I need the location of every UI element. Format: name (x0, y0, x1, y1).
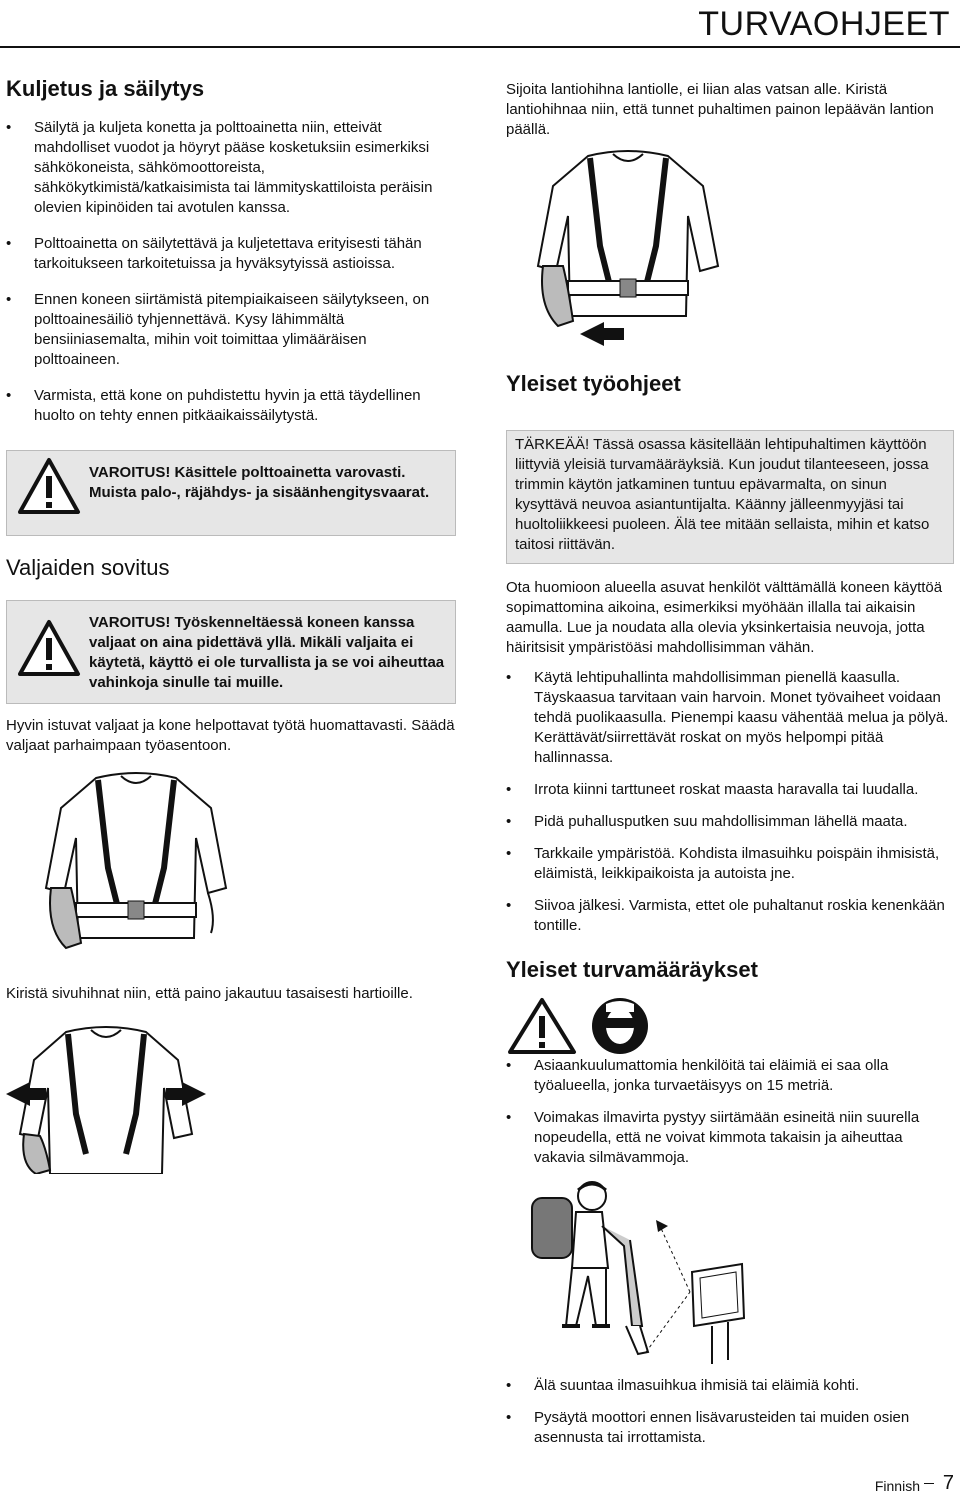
face-protection-icon (592, 998, 648, 1054)
warning-triangle-icon (17, 457, 81, 515)
safety-bullet-list (506, 1056, 954, 1180)
warning-box-fuel (6, 450, 456, 536)
warning-text-harness: VAROITUS! Työskenneltäessä koneen kanssa valjaat on aina pidettävä yllä. Mikäli valjaita ei käytetä, käyttö ei ole turvallista ja se voi aiheuttaa vahinkoja sinulle tai muille. (89, 614, 445, 691)
list-item: • Pysäytä moottori ennen lisävarusteiden tai muiden osien asennusta tai irrottamista. (506, 1408, 954, 1448)
list-item: • Käytä lehtipuhallinta mahdollisimman pienellä kaasulla. Täyskaasua tarvitaan vain harvoin. Monet työvaiheet voidaan tehdä puolikaasulla. Pienempi kaasu vähentää melua ja pölyä. Kerättävät/siirrettävät roskat on myös helpompi pitää hallinnassa. (506, 668, 954, 768)
arrow-left-icon (580, 322, 624, 346)
hip-belt-illustration (528, 146, 728, 346)
list-item: • Tarkkaile ympäristöä. Kohdista ilmasuihku poispäin ihmisistä, eläimistä, leikkipaikoista ja autoista jne. (506, 844, 954, 884)
neighbours-text: Ota huomioon alueella asuvat henkilöt välttämällä koneen käyttöä sopimattomina aikoina, esimerkiksi myöhään illalla tai aikaisin aamulla. Lue ja noudata alla olevia yksinkertaisia neuvoja, jotta häiritsisit ympäristöäsi mahdollisimman vähän. (506, 579, 943, 656)
warning-triangle-icon (510, 1000, 574, 1052)
side-straps-illustration (6, 1024, 206, 1174)
blower-operator-illustration (506, 1176, 756, 1366)
list-item: • Varmista, että kone on puhdistettu hyvin ja että täydellinen huolto on tehty ennen pitkäaikaissäilytystä. (6, 386, 456, 426)
harness-front-illustration (36, 768, 236, 968)
work-bullet-list (506, 668, 954, 948)
footer-language: Finnish (874, 1478, 920, 1494)
list-item: • Voimakas ilmavirta pystyy siirtämään esineitä niin suurella nopeudella, että ne voivat kimmota takaisin ja aiheuttaa vakavia silmävammoja. (506, 1108, 954, 1168)
list-item: • Irrota kiinni tarttuneet roskat maasta haravalla tai luudalla. (506, 780, 954, 800)
page-number: 7 (942, 1472, 954, 1494)
section-title-harness: Valjaiden sovitus (6, 555, 170, 580)
final-bullet-list (506, 1376, 954, 1460)
warning-text-fuel: VAROITUS! Käsittele polttoainetta varovasti. Muista palo-, räjähdys- ja sisäänhengitysvaarat. (89, 464, 430, 501)
header-rule (0, 46, 960, 48)
side-straps-text: Kiristä sivuhihnat niin, että paino jakautuu tasaisesti hartioille. (6, 985, 413, 1002)
list-item: • Älä suuntaa ilmasuihkua ihmisiä tai eläimiä kohti. (506, 1376, 954, 1396)
list-item: • Pidä puhallusputken suu mahdollisimman lähellä maata. (506, 812, 954, 832)
list-item: • Asiaankuulumattomia henkilöitä tai eläimiä ei saa olla työalueella, jonka turvaetäisyys on 15 metriä. (506, 1056, 954, 1096)
list-item: • Siivoa jälkesi. Varmista, ettet ole puhaltanut roskia kenenkään tontille. (506, 896, 954, 936)
warning-triangle-icon (17, 619, 81, 677)
hip-belt-text: Sijoita lantiohihna lantiolle, ei liian alas vatsan alle. Kiristä lantiohihnaa niin, että tunnet puhaltimen painon lepäävän lantion päällä. (506, 81, 934, 138)
list-item: • Ennen koneen siirtämistä pitempiaikaiseen säilytykseen, on polttoainesäiliö tyhjennettävä. Kysy lähimmältä bensiiniasemalta, mihin voit toimittaa ylimääräisen polttoaineen. (6, 290, 456, 370)
list-item: • Polttoainetta on säilytettävä ja kuljetettava erityisesti tähän tarkoitukseen tarkoitetuissa ja hyväksytyissä astioissa. (6, 234, 456, 274)
important-notice-box: TÄRKEÄÄ! Tässä osassa käsitellään lehtipuhaltimen käyttöön liittyviä yleisiä turvamääräyksiä. Kun joudut tilanteeseen, jossa trimmin käytön jatkaminen tuntuu epävarmalta, on sinun kysyttävä neuvoa asiantuntijalta. Käänny jälleenmyyjäsi tai huoltoliikkeesi puoleen. Älä tee mitään sellaista, mihin et katso taitosi riittävän. (506, 430, 954, 564)
safety-symbols (506, 996, 686, 1056)
section-title-general-safety: Yleiset turvamääräykset (506, 957, 758, 982)
footer-dash (924, 1483, 934, 1484)
harness-fit-text: Hyvin istuvat valjaat ja kone helpottavat työtä huomattavasti. Säädä valjaat parhaimpaan työasentoon. (6, 717, 455, 754)
list-item: • Säilytä ja kuljeta konetta ja polttoainetta niin, etteivät mahdolliset vuodot ja höyryt pääse kosketuksiin esimerkiksi sähkökoneista, sähkömoottoreista, sähkökytkimistä/katkaisimista tai lämmityskattiloista peräisin olevien kipinöiden tai avotulen kanssa. (6, 118, 456, 218)
section-title-transport: Kuljetus ja säilytys (6, 76, 205, 101)
page-title: TURVAOHJEET (698, 5, 950, 43)
section-title-general-work: Yleiset työohjeet (506, 371, 681, 396)
warning-box-harness (6, 600, 456, 704)
transport-bullet-list (6, 118, 456, 438)
